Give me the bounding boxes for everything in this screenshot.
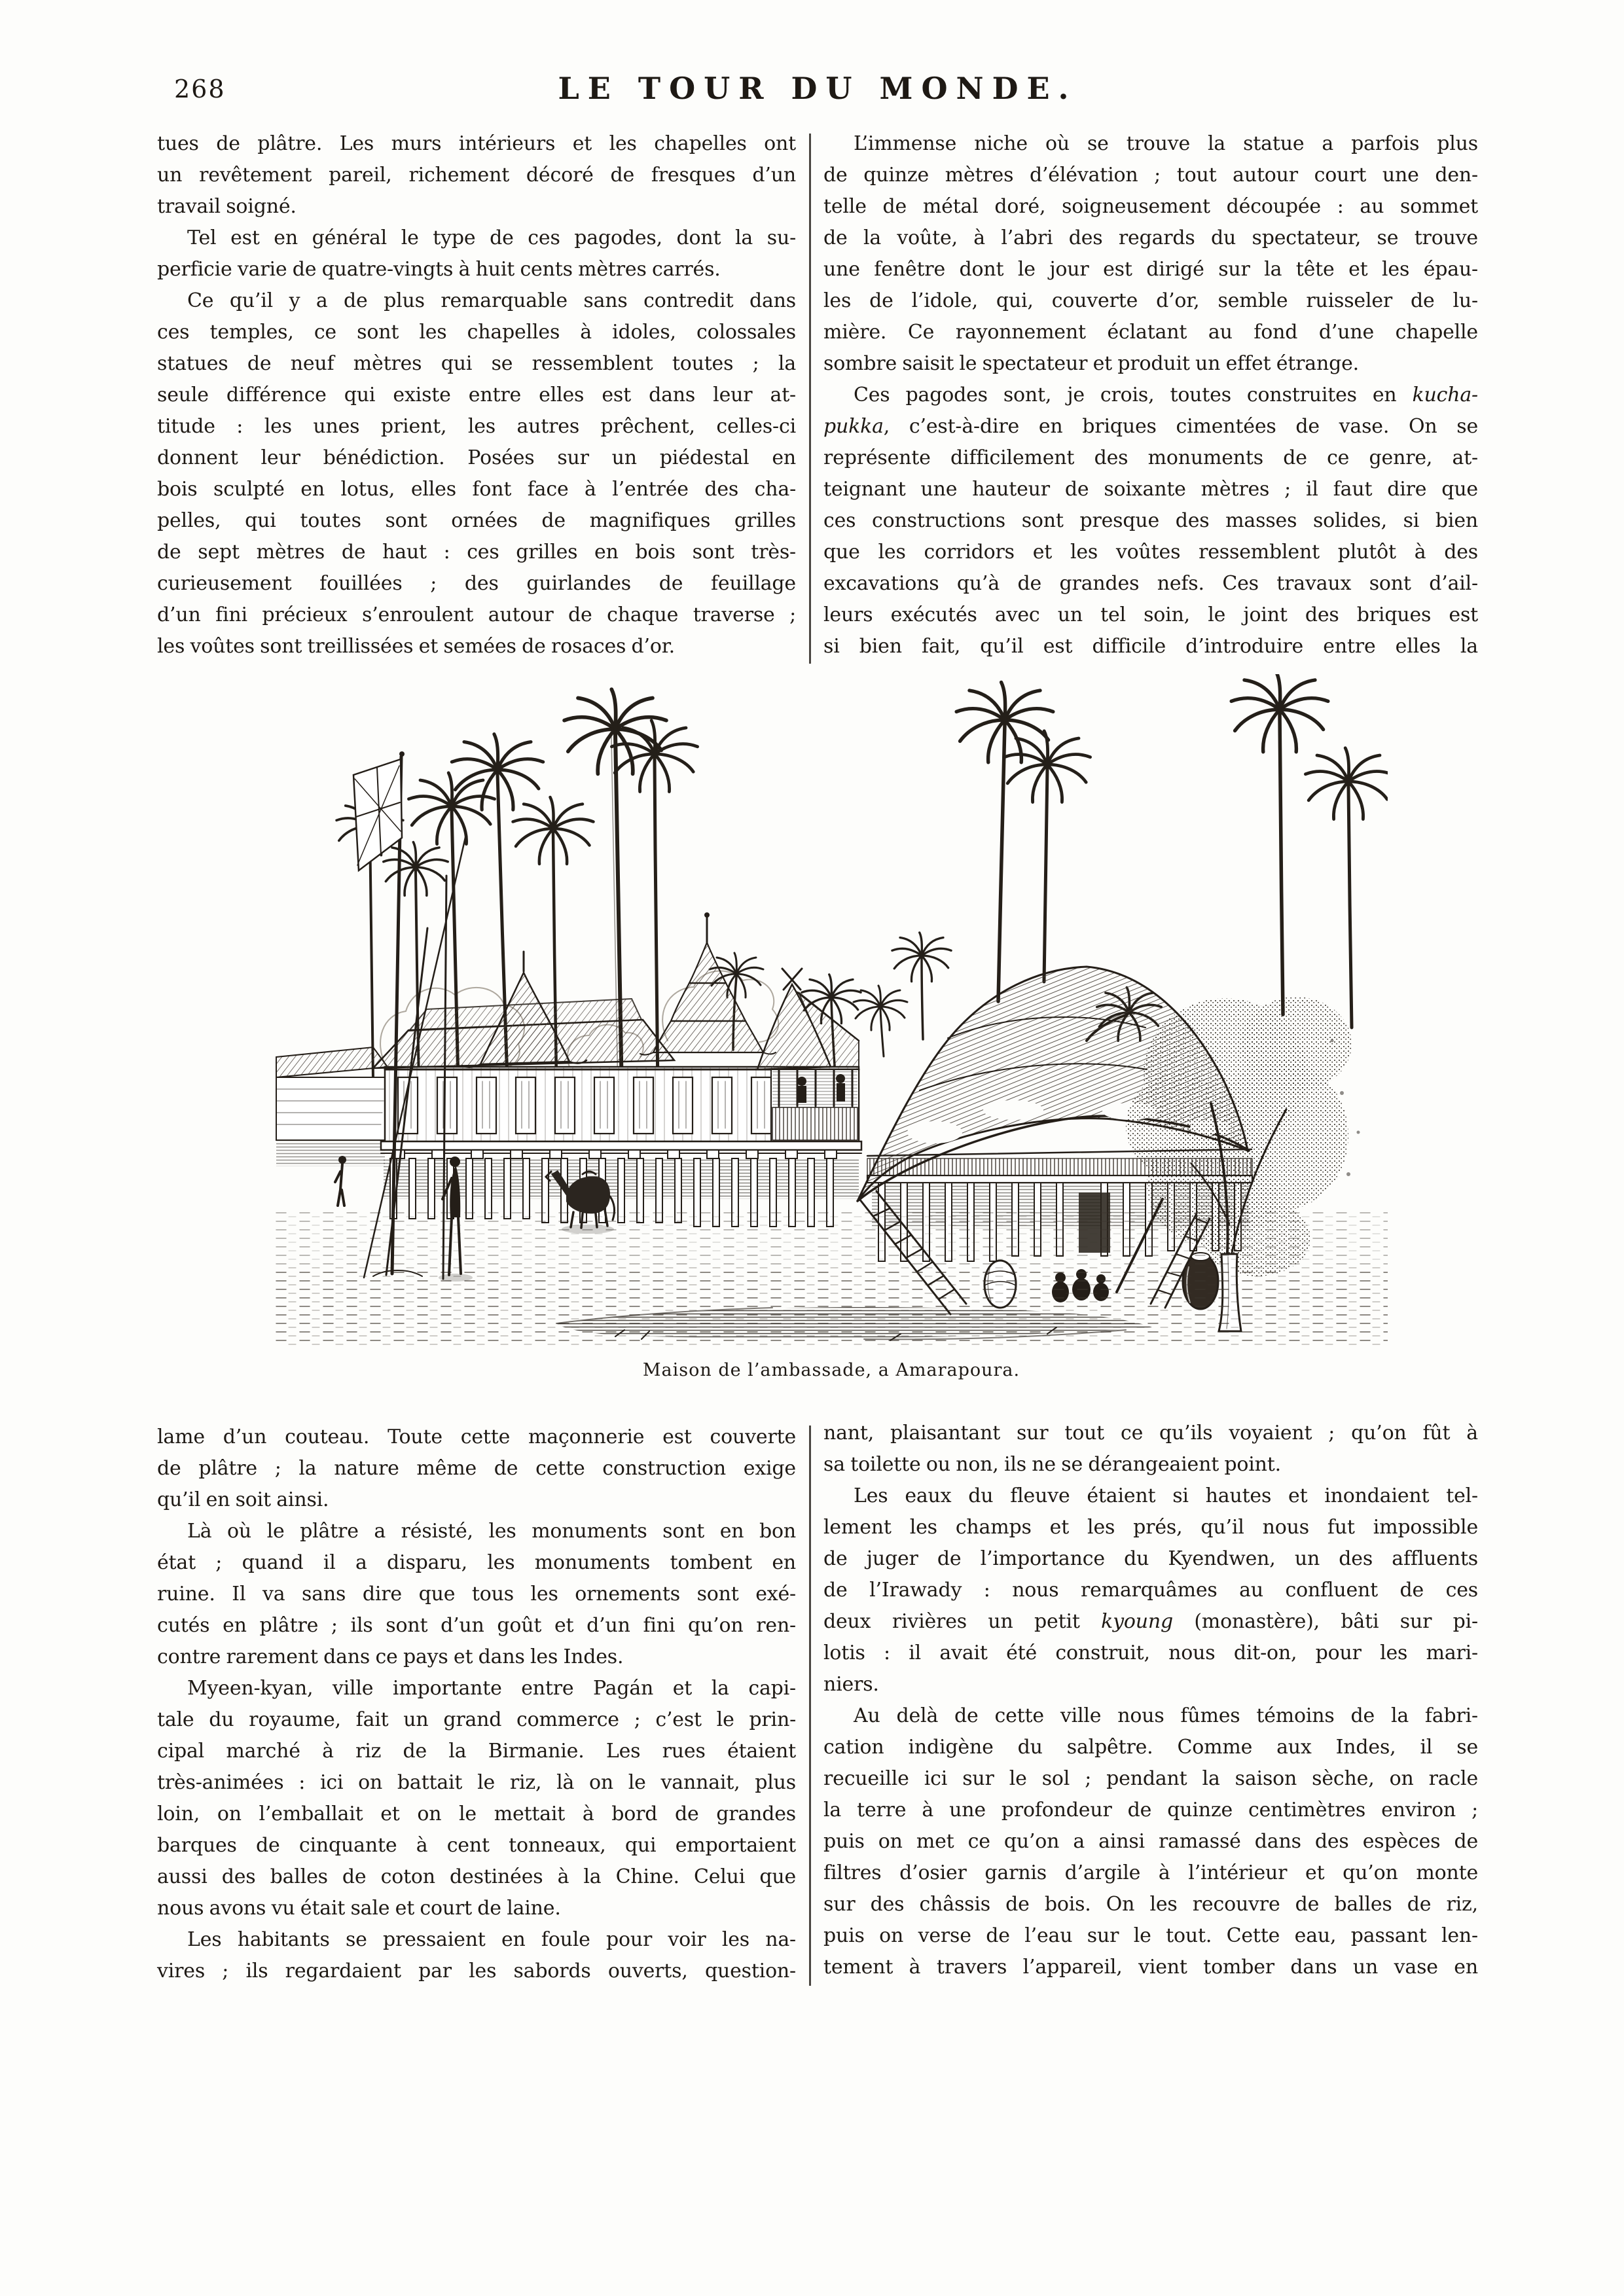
text-line: de la voûte, à l’abri des regards du spectateur, se trouve [823,226,1478,249]
text-line: sombre saisit le spectateur et produit un effet étrange. [823,352,1359,375]
text-line: ces constructions sont presque des masses solides, si bien [823,509,1478,532]
shed-roof [276,1047,388,1077]
text-line: leurs exécutés avec un tel soin, le joint des briques est [823,603,1478,626]
text-line: une fenêtre dont le jour est dirigé sur la tête et les épau- [823,258,1478,281]
text-line: travail soigné. [157,195,297,218]
text-line: très-animées : ici on battait le riz, là on le vannait, plus [157,1771,796,1794]
text-line: Myeen-kyan, ville importante entre Pagán et la capi- [187,1677,796,1700]
text-line: la terre à une profondeur de quinze centimètres environ ; [823,1799,1478,1821]
text-line: niers. [823,1673,879,1696]
column-top-right [823,128,1478,662]
text-line: pelles, qui toutes sont ornées de magnifiques grilles [157,509,796,532]
text-line: curieusement fouillées ; des guirlandes de feuillage [157,572,796,595]
text-line: Tel est en général le type de ces pagodes, dont la su- [187,226,796,249]
text-line: pukka, c’est-à-dire en briques cimentées de vase. On se [823,415,1478,438]
text-line: telle de métal doré, soigneusement découpée : au sommet [823,195,1478,218]
text-line: cation indigène du salpêtre. Comme aux Indes, il se [823,1736,1478,1759]
text-line: sur des châssis de bois. On les recouvre de balles de riz, [823,1893,1478,1916]
text-line: puis on met ce qu’on a ainsi ramassé dans des espèces de [823,1830,1478,1853]
text-line: qu’il en soit ainsi. [157,1488,329,1511]
text-line: Ces pagodes sont, je crois, toutes construites en kucha- [854,384,1478,406]
text-line: tues de plâtre. Les murs intérieurs et les chapelles ont [157,132,796,155]
spire-pavilion [640,912,776,1055]
text-line: vires ; ils regardaient par les sabords ouverts, question- [157,1960,796,1982]
text-line: représente difficilement des monuments de ce genre, at- [823,446,1478,469]
text-line: lotis : il avait été construit, nous dit-on, pour les mari- [823,1641,1478,1664]
column-bottom-right [823,1418,1478,1983]
stilt-house [276,912,861,1227]
text-line: si bien fait, qu’il est difficile d’introduire entre elles la [823,635,1478,658]
text-line: nant, plaisantant sur tout ce qu’ils voyaient ; qu’on fût à [823,1422,1478,1444]
text-line: barques de cinquante à cent tonneaux, qui emportaient [157,1834,796,1857]
text-line: seule différence qui existe entre elles est dans leur at- [157,384,796,406]
text-line: excavations qu’à de grandes nefs. Ces travaux sont d’ail- [823,572,1478,595]
text-line: d’un fini précieux s’enroulent autour de chaque traverse ; [157,603,796,626]
text-line: Ce qu’il y a de plus remarquable sans contredit dans [187,289,796,312]
text-line: état ; quand il a disparu, les monuments tombent en [157,1551,796,1574]
text-line: cipal marché à riz de la Birmanie. Les rues étaient [157,1740,796,1763]
text-line: nous avons vu était sale et court de laine. [157,1897,561,1920]
text-line: aussi des balles de coton destinées à la Chine. Celui que [157,1865,796,1888]
journal-title: LE TOUR DU MONDE. [558,71,1077,106]
text-line: de plâtre ; la nature même de cette construction exige [157,1457,796,1480]
text-line: lame d’un couteau. Toute cette maçonnerie est couverte [157,1426,796,1448]
text-line: cutés en plâtre ; ils sont d’un goût et d’un fini qu’on ren- [157,1614,796,1637]
text-line: de juger de l’importance du Kyendwen, un des affluents [823,1547,1478,1570]
text-line: ruine. Il va sans dire que tous les ornements sont exé- [157,1583,796,1605]
text-line: contre rarement dans ce pays et dans les Indes. [157,1645,624,1668]
page-number: 268 [174,75,226,103]
text-line: tement à travers l’appareil, vient tomber dans un vase en [823,1956,1478,1979]
text-line: Là où le plâtre a résisté, les monuments sont en bon [187,1520,796,1543]
column-top-left [157,128,796,662]
figure-caption: Maison de l’ambassade, a Amarapoura. [642,1360,1020,1380]
text-line: de l’Irawady : nous remarquâmes au confluent de ces [823,1579,1478,1602]
text-line: ces temples, ce sont les chapelles à idoles, colossales [157,321,796,344]
text-line: tale du royaume, fait un grand commerce ; c’est le prin- [157,1708,796,1731]
column-divider-top [809,134,811,664]
text-line: filtres d’osier garnis d’argile à l’intérieur et qu’on monte [823,1861,1478,1884]
text-line: que les corridors et les voûtes ressemblent plutôt à des [823,541,1478,564]
text-line: teignant une hauteur de soixante mètres ; il faut dire que [823,478,1478,501]
shed-wall [276,1077,385,1140]
text-line: un revêtement pareil, richement décoré de fresques d’un [157,164,796,187]
text-line: bois sculpté en lotus, elles font face à l’entrée des cha- [157,478,796,501]
text-line: puis on verse de l’eau sur le tout. Cette eau, passant len- [823,1924,1478,1947]
text-line: les de l’idole, qui, couverte d’or, semble ruisseler de lu- [823,289,1478,312]
text-line: Les eaux du fleuve étaient si hautes et inondaient tel- [854,1484,1478,1507]
text-line: donnent leur bénédiction. Posées sur un piédestal en [157,446,796,469]
engraving-figure [275,674,1388,1350]
text-line: de sept mètres de haut : ces grilles en bois sont très- [157,541,796,564]
text-line: titude : les unes prient, les autres prêchent, celles-ci [157,415,796,438]
text-line: perficie varie de quatre-vingts à huit cents mètres carrés. [157,258,721,281]
text-line: recueille ici sur le sol ; pendant la saison sèche, on racle [823,1767,1478,1790]
text-line: L’immense niche où se trouve la statue a parfois plus [854,132,1478,155]
text-line: statues de neuf mètres qui se ressemblent toutes ; la [157,352,796,375]
engraving-illustration [275,674,1388,1350]
text-line: de quinze mètres d’élévation ; tout autour court une den- [823,164,1478,187]
text-line: lement les champs et les prés, qu’il nous fut impossible [823,1516,1478,1539]
text-line: loin, on l’emballait et on le mettait à bord de grandes [157,1803,796,1825]
text-line: Les habitants se pressaient en foule pour voir les na- [187,1928,796,1951]
column-divider-bottom [809,1426,811,1986]
text-line: les voûtes sont treillissées et semées de rosaces d’or. [157,635,675,658]
text-line: deux rivières un petit kyoung (monastère), bâti sur pi- [823,1610,1478,1633]
text-line: sa toilette ou non, ils ne se dérangeaient point. [823,1453,1281,1476]
text-line: mière. Ce rayonnement éclatant au fond d’une chapelle [823,321,1478,344]
house-gallery [771,1069,859,1141]
floor-beam [381,1141,861,1150]
text-line: Au delà de cette ville nous fûmes témoins de la fabri- [854,1704,1478,1727]
column-bottom-left [157,1422,796,1987]
